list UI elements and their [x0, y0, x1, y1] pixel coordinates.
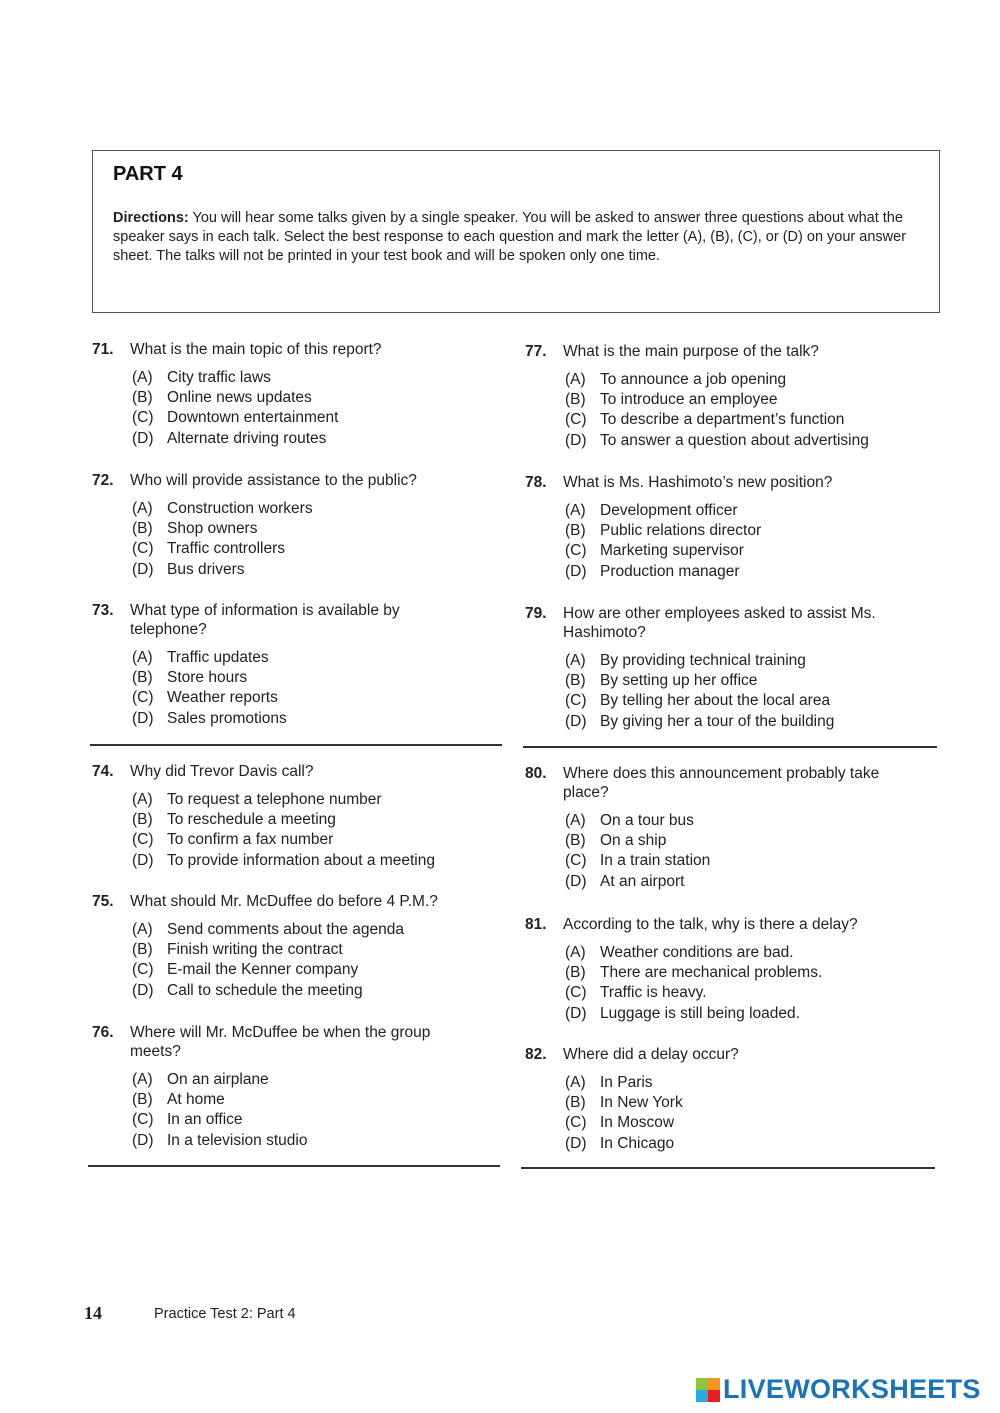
option-letter: (C) — [132, 961, 154, 979]
option-text: Finish writing the contract — [167, 941, 343, 959]
footer-title: Practice Test 2: Part 4 — [154, 1306, 296, 1322]
answer-option[interactable] — [132, 519, 492, 539]
option-text: Bus drivers — [167, 560, 245, 578]
option-text: On a tour bus — [600, 812, 694, 829]
option-letter: (B) — [132, 1091, 153, 1109]
option-letter: (A) — [565, 944, 586, 961]
option-letter: (B) — [565, 522, 586, 540]
option-text: In a television studio — [167, 1131, 308, 1149]
answer-option[interactable] — [565, 963, 925, 983]
question-text: What type of information is available by telephone? — [130, 602, 400, 638]
option-letter: (D) — [132, 709, 154, 727]
answer-option[interactable] — [132, 1070, 492, 1090]
answer-option[interactable] — [565, 651, 925, 671]
question-73 — [92, 601, 492, 729]
option-letter: (B) — [565, 964, 586, 982]
question-74 — [92, 762, 492, 871]
option-letter: (B) — [132, 669, 153, 687]
answer-option[interactable] — [565, 983, 925, 1003]
question-number: 81. — [525, 916, 547, 933]
answer-option[interactable] — [132, 830, 492, 850]
option-letter: (A) — [132, 500, 153, 517]
answer-option[interactable] — [132, 1110, 492, 1130]
option-letter: (D) — [132, 851, 154, 869]
answer-option[interactable] — [565, 562, 925, 582]
option-text: Public relations director — [600, 522, 762, 540]
option-text: To introduce an employee — [600, 391, 778, 409]
answer-option[interactable] — [565, 390, 925, 410]
option-letter: (C) — [132, 540, 154, 558]
answer-option[interactable] — [565, 501, 925, 521]
part-title: PART 4 — [113, 163, 183, 185]
option-text: E-mail the Kenner company — [167, 961, 359, 979]
answer-option[interactable] — [565, 712, 925, 732]
answer-option[interactable] — [132, 851, 492, 871]
option-letter: (C) — [565, 984, 587, 1002]
answer-option[interactable] — [132, 960, 492, 980]
question-number: 73. — [92, 602, 114, 619]
question-text: Where did a delay occur? — [563, 1046, 739, 1063]
option-letter: (C) — [132, 1111, 154, 1129]
option-letter: (A) — [565, 652, 586, 669]
option-letter: (C) — [565, 852, 587, 870]
question-77 — [525, 342, 925, 451]
section-divider — [88, 1165, 500, 1167]
option-text: To confirm a fax number — [167, 831, 334, 849]
answer-option[interactable] — [132, 408, 492, 428]
question-81 — [525, 915, 925, 1024]
option-letter: (A) — [132, 791, 153, 808]
answer-option[interactable] — [132, 499, 492, 519]
option-text: In New York — [600, 1094, 683, 1112]
option-letter: (A) — [132, 921, 153, 938]
option-letter: (D) — [565, 1134, 587, 1152]
question-71 — [92, 340, 492, 449]
option-letter: (B) — [565, 1094, 586, 1112]
answer-option[interactable] — [132, 388, 492, 408]
option-text: City traffic laws — [167, 369, 271, 386]
option-text: In a train station — [600, 852, 711, 870]
option-letter: (C) — [132, 831, 154, 849]
option-text: To reschedule a meeting — [167, 811, 336, 829]
option-text: Traffic controllers — [167, 540, 286, 558]
option-text: Marketing supervisor — [600, 542, 744, 560]
option-text: By setting up her office — [600, 672, 758, 690]
option-letter: (D) — [565, 431, 587, 449]
section-divider — [90, 744, 502, 746]
directions-box — [92, 150, 940, 313]
question-text: Why did Trevor Davis call? — [130, 763, 314, 780]
option-text: By telling her about the local area — [600, 692, 831, 710]
question-text: Who will provide assistance to the public? — [130, 472, 417, 489]
answer-option[interactable] — [565, 1134, 925, 1154]
answer-option[interactable] — [132, 429, 492, 449]
option-text: By providing technical training — [600, 652, 806, 669]
option-text: Construction workers — [167, 500, 313, 517]
section-divider — [523, 746, 937, 748]
answer-option[interactable] — [132, 1090, 492, 1110]
option-letter: (D) — [565, 1004, 587, 1022]
option-letter: (C) — [565, 692, 587, 710]
option-text: In Paris — [600, 1074, 653, 1091]
answer-option[interactable] — [565, 943, 925, 963]
answer-option[interactable] — [132, 368, 492, 388]
question-76 — [92, 1023, 492, 1151]
option-letter: (B) — [132, 520, 153, 538]
answer-option[interactable] — [565, 1113, 925, 1133]
option-text: On a ship — [600, 832, 667, 850]
option-letter: (B) — [132, 941, 153, 959]
option-letter: (B) — [565, 832, 586, 850]
question-text: What is Ms. Hashimoto’s new position? — [563, 474, 833, 491]
answer-option[interactable] — [565, 811, 925, 831]
answer-option[interactable] — [132, 810, 492, 830]
answer-option[interactable] — [565, 691, 925, 711]
option-letter: (B) — [565, 391, 586, 409]
option-text: In Chicago — [600, 1134, 675, 1152]
question-number: 72. — [92, 472, 114, 489]
answer-option[interactable] — [132, 709, 492, 729]
option-text: Traffic updates — [167, 649, 269, 666]
question-text: What is the main topic of this report? — [130, 341, 382, 358]
question-72 — [92, 471, 492, 580]
option-text: Traffic is heavy. — [600, 984, 707, 1002]
liveworksheets-brand[interactable] — [696, 1374, 981, 1405]
option-letter: (C) — [565, 1114, 587, 1132]
question-75 — [92, 892, 492, 1001]
option-text: To describe a department’s function — [600, 411, 845, 429]
brand-text: LIVEWORKSHEETS — [723, 1374, 981, 1404]
answer-option[interactable] — [565, 671, 925, 691]
directions — [113, 209, 918, 266]
answer-option[interactable] — [565, 521, 925, 541]
answer-option[interactable] — [565, 1073, 925, 1093]
question-number: 77. — [525, 343, 547, 360]
answer-option[interactable] — [132, 539, 492, 559]
option-letter: (B) — [132, 389, 153, 407]
answer-option[interactable] — [565, 370, 925, 390]
answer-option[interactable] — [565, 872, 925, 892]
answer-option[interactable] — [565, 1004, 925, 1024]
question-79 — [525, 604, 925, 732]
option-text: Weather reports — [167, 689, 278, 707]
option-text: To announce a job opening — [600, 371, 787, 388]
option-letter: (C) — [565, 411, 587, 429]
question-80 — [525, 764, 925, 892]
option-letter: (D) — [565, 712, 587, 730]
answer-option[interactable] — [565, 431, 925, 451]
question-78 — [525, 473, 925, 582]
option-letter: (D) — [132, 1131, 154, 1149]
option-letter: (C) — [565, 542, 587, 560]
option-text: Store hours — [167, 669, 248, 687]
option-letter: (A) — [132, 369, 153, 386]
option-letter: (A) — [565, 502, 586, 519]
question-number: 76. — [92, 1024, 114, 1041]
option-text: At home — [167, 1091, 225, 1109]
answer-option[interactable] — [132, 981, 492, 1001]
option-letter: (B) — [132, 811, 153, 829]
question-number: 71. — [92, 341, 114, 358]
option-text: Alternate driving routes — [167, 429, 327, 447]
option-letter: (D) — [132, 429, 154, 447]
option-text: Sales promotions — [167, 709, 287, 727]
option-text: Call to schedule the meeting — [167, 981, 363, 999]
option-letter: (C) — [132, 689, 154, 707]
question-text: What is the main purpose of the talk? — [563, 343, 819, 360]
option-letter: (B) — [565, 672, 586, 690]
option-text: By giving her a tour of the building — [600, 712, 835, 730]
option-text: At an airport — [600, 872, 685, 890]
question-text: According to the talk, why is there a delay? — [563, 916, 858, 933]
option-text: To request a telephone number — [167, 791, 382, 808]
option-letter: (C) — [132, 409, 154, 427]
answer-option[interactable] — [132, 920, 492, 940]
section-divider — [521, 1167, 935, 1169]
option-text: Development officer — [600, 502, 738, 519]
option-text: Send comments about the agenda — [167, 921, 404, 938]
option-text: Online news updates — [167, 389, 312, 407]
answer-option[interactable] — [565, 851, 925, 871]
option-text: Weather conditions are bad. — [600, 944, 794, 961]
directions-text: You will hear some talks given by a single speaker. You will be asked to answer three questions about what the speaker says in each talk. Select the best response to each question and mark the letter (A), (B), (C), or (D) on your answer sheet. The talks will not be printed in your test book and will be spoken only one time. — [113, 210, 907, 264]
question-number: 78. — [525, 474, 547, 491]
option-letter: (A) — [132, 649, 153, 666]
option-text: There are mechanical problems. — [600, 964, 823, 982]
answer-option[interactable] — [565, 541, 925, 561]
question-number: 75. — [92, 893, 114, 910]
directions-label: Directions: — [113, 210, 189, 226]
option-text: To provide information about a meeting — [167, 851, 435, 869]
answer-option[interactable] — [132, 1131, 492, 1151]
option-text: In Moscow — [600, 1114, 675, 1132]
question-text: What should Mr. McDuffee do before 4 P.M.? — [130, 893, 438, 910]
option-text: In an office — [167, 1111, 243, 1129]
question-number: 79. — [525, 605, 547, 622]
option-text: Downtown entertainment — [167, 409, 339, 427]
option-letter: (D) — [565, 562, 587, 580]
answer-option[interactable] — [132, 560, 492, 580]
liveworksheets-logo-icon — [696, 1378, 720, 1402]
option-text: On an airplane — [167, 1071, 269, 1088]
question-text: Where will Mr. McDuffee be when the group meets? — [130, 1024, 431, 1060]
question-number: 82. — [525, 1046, 547, 1063]
option-text: Production manager — [600, 562, 740, 580]
option-letter: (A) — [565, 812, 586, 829]
option-text: To answer a question about advertising — [600, 431, 869, 449]
answer-option[interactable] — [565, 1093, 925, 1113]
answer-option[interactable] — [565, 831, 925, 851]
option-letter: (A) — [132, 1071, 153, 1088]
question-number: 80. — [525, 765, 547, 782]
question-82 — [525, 1045, 925, 1154]
answer-option[interactable] — [132, 790, 492, 810]
option-letter: (D) — [565, 872, 587, 890]
answer-option[interactable] — [132, 688, 492, 708]
answer-option[interactable] — [132, 648, 492, 668]
answer-option[interactable] — [132, 940, 492, 960]
answer-option[interactable] — [565, 410, 925, 430]
question-text: Where does this announcement probably take place? — [563, 765, 880, 801]
option-text: Luggage is still being loaded. — [600, 1004, 800, 1022]
page-number: 14 — [84, 1303, 102, 1323]
option-letter: (D) — [132, 981, 154, 999]
option-letter: (D) — [132, 560, 154, 578]
option-text: Shop owners — [167, 520, 258, 538]
option-letter: (A) — [565, 371, 586, 388]
question-text: How are other employees asked to assist Ms. Hashimoto? — [563, 605, 876, 641]
option-letter: (A) — [565, 1074, 586, 1091]
question-number: 74. — [92, 763, 114, 780]
answer-option[interactable] — [132, 668, 492, 688]
